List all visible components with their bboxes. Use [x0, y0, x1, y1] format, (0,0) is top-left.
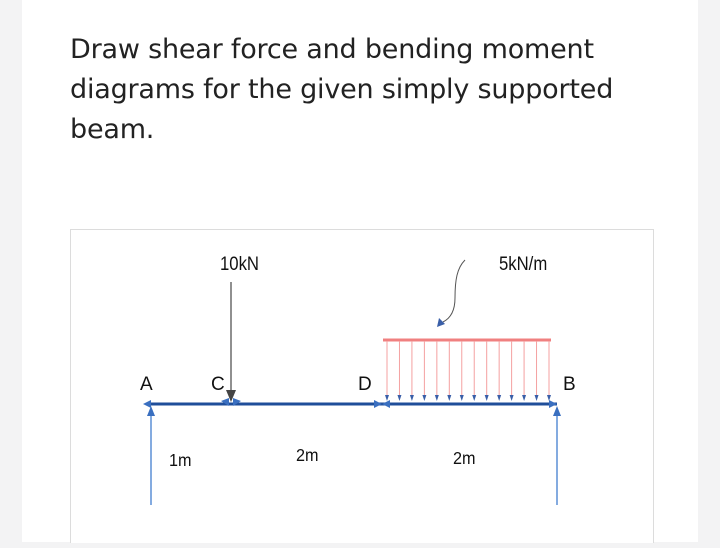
span-label-1: 1m	[169, 450, 192, 471]
node-label-D: D	[358, 374, 372, 395]
udl-leader-arrowhead	[437, 318, 445, 327]
udl-arrowhead	[460, 395, 464, 401]
reaction-B	[549, 400, 561, 505]
node-label-B: B	[563, 374, 576, 395]
udl-arrowhead	[385, 395, 389, 401]
udl-arrowhead	[522, 395, 526, 401]
udl-leader	[443, 260, 465, 322]
udl-arrowhead	[422, 395, 426, 401]
node-label-A: A	[140, 374, 153, 395]
udl-arrowhead	[472, 395, 476, 401]
udl-5kN-m	[383, 340, 551, 401]
point-load-label: 10kN	[220, 253, 259, 275]
span-label-2: 2m	[296, 445, 319, 466]
span-label-3: 2m	[453, 448, 476, 469]
udl-arrowhead	[497, 395, 501, 401]
question-text: Draw shear force and bending moment diagrams for the given simply supported beam.	[70, 34, 614, 145]
reaction-A	[143, 400, 155, 505]
udl-arrowhead	[547, 395, 551, 401]
beam-diagram-svg	[71, 230, 653, 543]
udl-arrowhead	[535, 395, 539, 401]
udl-arrows	[385, 341, 551, 401]
question-card	[22, 0, 698, 542]
node-label-C: C	[211, 374, 225, 395]
udl-arrowhead	[410, 395, 414, 401]
udl-arrowhead	[510, 395, 514, 401]
point-D-marker	[374, 400, 390, 408]
udl-arrowhead	[447, 395, 451, 401]
udl-arrowhead	[397, 395, 401, 401]
udl-arrowhead	[485, 395, 489, 401]
udl-label: 5kN/m	[499, 253, 548, 275]
beam-diagram	[70, 229, 654, 543]
udl-arrowhead	[435, 395, 439, 401]
